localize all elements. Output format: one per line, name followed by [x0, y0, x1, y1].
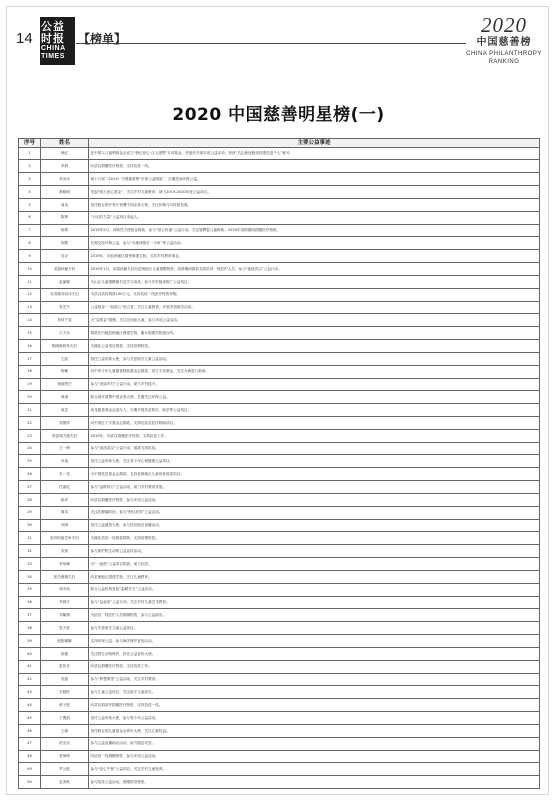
- table-row: [19, 609, 540, 622]
- table-row: [19, 686, 540, 699]
- row-name: 邓紫棋: [41, 609, 89, 622]
- row-desc: 联合国环境署中国亲善大使，长期关注环保公益。: [89, 391, 540, 404]
- row-name: 王凯: [41, 352, 89, 365]
- table-row: [19, 224, 540, 237]
- row-seq: 48: [19, 750, 41, 763]
- row-name: 王源: [41, 724, 89, 737]
- row-desc: 向武汉捐款并捐赠医疗物资，支持抗疫一线。: [89, 699, 540, 712]
- table-row: [19, 506, 540, 519]
- row-desc: 向抗疫一线捐赠物资，参与多项公益活动。: [89, 750, 540, 763]
- row-name: 肖战: [41, 455, 89, 468]
- row-name: 杨紫: [41, 365, 89, 378]
- row-seq: 16: [19, 340, 41, 353]
- row-name: 黄子韬: [41, 699, 89, 712]
- row-seq: 30: [19, 519, 41, 532]
- header-name: 姓名: [41, 139, 89, 148]
- row-seq: 20: [19, 391, 41, 404]
- row-name: 张若昀唐艺昕夫妇: [41, 532, 89, 545]
- row-seq: 6: [19, 211, 41, 224]
- row-seq: 35: [19, 583, 41, 596]
- row-name: 古天乐: [41, 327, 89, 340]
- row-seq: 17: [19, 352, 41, 365]
- row-name: 李冰冰: [41, 173, 89, 186]
- row-seq: 21: [19, 404, 41, 417]
- row-seq: 9: [19, 250, 41, 263]
- row-name: 吴奇隆刘诗诗夫妇: [41, 288, 89, 301]
- row-name: 张杰谢娜夫妇: [41, 570, 89, 583]
- ranking-logo: [465, 14, 543, 80]
- table-row: [19, 737, 540, 750]
- row-name: 孟美岐: [41, 776, 89, 789]
- row-seq: 34: [19, 570, 41, 583]
- row-desc: 参与公益直播助农活动，助力脱贫攻坚。: [89, 737, 540, 750]
- row-name: 黄晓明: [41, 186, 89, 199]
- row-name: 刘涛: [41, 519, 89, 532]
- table-row: [19, 391, 540, 404]
- row-name: 黄渤: [41, 391, 89, 404]
- row-desc: 2019年5月，向嫣然天使基金捐款，参与“爱心传递”公益行动，关注唇腭裂儿童救助；2020年疫情期间捐赠医疗物资。: [89, 224, 540, 237]
- row-name: 陈坤: [41, 211, 89, 224]
- table-row: [19, 750, 540, 763]
- row-name: 欧阳娜娜: [41, 635, 89, 648]
- row-name: 易烊千玺: [41, 314, 89, 327]
- row-desc: 参与“美丽乡村”公益行动，助力乡村振兴。: [89, 378, 540, 391]
- row-name: 朱一龙: [41, 468, 89, 481]
- row-desc: 第十六届（2019）中国慈善榜“年度公益明星”，长期投身环保公益。: [89, 173, 540, 186]
- header-desc: 主要公益事迹: [89, 139, 540, 148]
- table-row: [19, 660, 540, 673]
- table-row: [19, 532, 540, 545]
- table-row: [19, 327, 540, 340]
- row-desc: 发起“明天爱心基金”，关注乡村儿童教育，助力2019-2020年度公益项目。: [89, 186, 540, 199]
- table-row: [19, 570, 540, 583]
- row-name: 胡歌: [41, 237, 89, 250]
- table-row: [19, 647, 540, 660]
- row-desc: 参与“爱心午餐”公益项目，关注乡村儿童营养。: [89, 763, 540, 776]
- row-name: 雷佳音: [41, 660, 89, 673]
- row-desc: 向武汉捐赠医疗物资，支持抗疫工作。: [89, 660, 540, 673]
- row-desc: 参与保护野生动物公益宣传活动。: [89, 545, 540, 558]
- table-row: [19, 519, 540, 532]
- row-desc: 为中国扶贫基金会捐款，支持贫困地区儿童营养改善项目。: [89, 468, 540, 481]
- row-desc: 成龙慈善基金会创办人，长期开展扶贫救灾、助学等公益项目。: [89, 404, 540, 417]
- table-row: [19, 198, 540, 211]
- row-desc: 关注乳腺癌防治，参与“粉红丝带”公益活动。: [89, 506, 540, 519]
- row-seq: 38: [19, 622, 41, 635]
- row-seq: 2: [19, 160, 41, 173]
- row-seq: 24: [19, 442, 41, 455]
- row-name: 杨洋: [41, 493, 89, 506]
- row-seq: 33: [19, 558, 41, 571]
- table-row: [19, 763, 540, 776]
- header-seq: 序号: [19, 139, 41, 148]
- row-seq: 39: [19, 635, 41, 648]
- table-row: [19, 558, 540, 571]
- row-seq: 32: [19, 545, 41, 558]
- row-name: 成龙: [41, 404, 89, 417]
- row-seq: 1: [19, 147, 41, 160]
- row-desc: 为湖北公益项目捐款，支持疫情防控。: [89, 340, 540, 353]
- row-desc: 为抗疫一线医护人员捐赠物资，参与公益演出。: [89, 609, 540, 622]
- row-seq: 25: [19, 455, 41, 468]
- row-seq: 23: [19, 429, 41, 442]
- row-name: 罗云熙: [41, 763, 89, 776]
- row-seq: 18: [19, 365, 41, 378]
- row-name: 赵丽颖: [41, 275, 89, 288]
- row-desc: 向武汉捐赠医疗物资，参与多项公益活动。: [89, 493, 540, 506]
- row-name: 吴磊: [41, 673, 89, 686]
- row-name: 迪丽热巴: [41, 378, 89, 391]
- row-desc: 向中国红十字基金会捐款，支持抗疫及医疗救助项目。: [89, 416, 540, 429]
- row-name: 韩红: [41, 147, 89, 160]
- row-desc: 参与“加油武汉”公益行动，捐款支持抗疫。: [89, 442, 540, 455]
- row-desc: 联合公益机构发起“温暖冬衣”公益活动。: [89, 583, 540, 596]
- row-desc: 担任公益形象大使，参与关爱留守儿童公益活动。: [89, 352, 540, 365]
- row-name: 王俊凯: [41, 712, 89, 725]
- table-row: [19, 275, 540, 288]
- row-seq: 28: [19, 493, 41, 506]
- row-seq: 27: [19, 481, 41, 494]
- table-row: [19, 455, 540, 468]
- row-name: 宋茜: [41, 545, 89, 558]
- table-row: [19, 673, 540, 686]
- row-seq: 43: [19, 686, 41, 699]
- row-seq: 7: [19, 224, 41, 237]
- row-desc: 关注野生动物保护，担任公益宣传大使。: [89, 647, 540, 660]
- ranking-en: CHINA PHILANTHROPY RANKING: [466, 51, 542, 65]
- table-row: [19, 442, 540, 455]
- table-row: [19, 340, 540, 353]
- table-row: [19, 416, 540, 429]
- row-seq: 46: [19, 724, 41, 737]
- row-name: 邓超孙俪夫妇: [41, 263, 89, 276]
- table-row: [19, 493, 540, 506]
- row-name: 蔡徐坤: [41, 750, 89, 763]
- row-name: 刘德华: [41, 416, 89, 429]
- row-seq: 12: [19, 288, 41, 301]
- row-desc: 公益基金“一起爱心”设立者，关注儿童教育，开展多项助学活动。: [89, 301, 540, 314]
- table-row: [19, 404, 540, 417]
- row-seq: 13: [19, 301, 41, 314]
- row-desc: “行走的力量”公益项目发起人。: [89, 211, 540, 224]
- row-seq: 49: [19, 763, 41, 776]
- table-row: [19, 160, 540, 173]
- row-desc: 2019年1月，邓超孙俪夫妇向贫困地区儿童捐赠物资；疫情期间捐款支持抗疫一线医护人员，参与“驰援武汉”公益行动。: [89, 263, 540, 276]
- table-row: [19, 468, 540, 481]
- row-seq: 5: [19, 198, 41, 211]
- row-seq: 44: [19, 699, 41, 712]
- row-seq: 41: [19, 660, 41, 673]
- row-name: 倪妮: [41, 647, 89, 660]
- table-row: [19, 250, 540, 263]
- table-row: [19, 776, 540, 789]
- row-seq: 45: [19, 712, 41, 725]
- row-seq: 47: [19, 737, 41, 750]
- table-header-row: [19, 139, 540, 148]
- header-rule: [76, 43, 466, 44]
- row-desc: 担任公益慈善大使，参与扶贫助农直播活动。: [89, 519, 540, 532]
- row-desc: 担任公益形象大使，参与青少年公益活动。: [89, 712, 540, 725]
- row-desc: 在中国人口福利基金会设立“韩红爱心·百人援鄂”专项基金，并组织开展多项公益活动，荣获“抗击新冠肺炎疫情先进个人”称号。: [89, 147, 540, 160]
- row-name: 王一博: [41, 442, 89, 455]
- table-row: [19, 545, 540, 558]
- row-desc: 向武汉捐赠医疗物资，支持抗疫一线。: [89, 160, 540, 173]
- table-row: [19, 635, 540, 648]
- row-seq: 50: [19, 776, 41, 789]
- table-row: [19, 481, 540, 494]
- row-seq: 4: [19, 186, 41, 199]
- row-name: 陈晓陈妍希夫妇: [41, 340, 89, 353]
- row-seq: 26: [19, 468, 41, 481]
- table-row: [19, 237, 540, 250]
- table-row: [19, 147, 540, 160]
- table-row: [19, 365, 540, 378]
- row-name: 范丞丞: [41, 737, 89, 750]
- row-seq: 22: [19, 416, 41, 429]
- row-name: 关晓彤: [41, 686, 89, 699]
- row-desc: 担任联合国儿童基金会青年大使，关注儿童权益。: [89, 724, 540, 737]
- table-row: [19, 263, 540, 276]
- row-seq: 31: [19, 532, 41, 545]
- table-row: [19, 699, 540, 712]
- row-desc: 支持环保公益，参与海洋保护宣传活动。: [89, 635, 540, 648]
- row-desc: 参与“益路同行”公益活动，助力乡村教育发展。: [89, 481, 540, 494]
- table-body: [19, 147, 540, 788]
- row-name: 张艺兴: [41, 301, 89, 314]
- ranking-year: 2020: [481, 13, 527, 37]
- row-name: 李晨: [41, 160, 89, 173]
- table-row: [19, 288, 540, 301]
- row-name: 吴京: [41, 250, 89, 263]
- row-name: 周迅: [41, 198, 89, 211]
- table-row: [19, 622, 540, 635]
- ranking-cn: 中国慈善榜: [476, 37, 532, 48]
- page-number: 14: [16, 30, 33, 47]
- table-row: [19, 596, 540, 609]
- table-row: [19, 712, 540, 725]
- row-desc: 参与关爱留守儿童公益项目。: [89, 622, 540, 635]
- logo-cn-text: 公益时报: [41, 20, 65, 45]
- newspaper-logo: [40, 17, 75, 65]
- row-desc: 向中华少年儿童慈善救助基金会捐款，设立专项基金，关注大病患儿救助。: [89, 365, 540, 378]
- table-row: [19, 211, 540, 224]
- row-desc: 向贫困地区捐建学校，关注儿童教育。: [89, 570, 540, 583]
- row-name: 周冬雨: [41, 583, 89, 596]
- table-row: [19, 186, 540, 199]
- logo-en-text: CHINA TIMES: [41, 45, 66, 60]
- row-desc: 为“一起捐”公益项目捐款，助力抗疫。: [89, 558, 540, 571]
- row-seq: 3: [19, 173, 41, 186]
- row-name: 郭富城方媛夫妇: [41, 429, 89, 442]
- row-desc: 为“壹基金”捐赠，关注自闭症儿童，参与多项公益活动。: [89, 314, 540, 327]
- row-desc: 参与抗疫公益活动，捐赠防疫物资。: [89, 776, 540, 789]
- row-name: 任嘉伦: [41, 481, 89, 494]
- row-desc: 为武汉抗疫捐款100万元，支持抗疫一线医疗物资采购。: [89, 288, 540, 301]
- row-desc: 参与“梦想课堂”公益活动，关注乡村教育。: [89, 673, 540, 686]
- row-desc: 担任联合国开发计划署中国亲善大使，关注环保与可持续发展。: [89, 198, 540, 211]
- row-seq: 37: [19, 609, 41, 622]
- row-desc: 担任公益形象大使，关注青少年心理健康公益项目。: [89, 455, 540, 468]
- row-desc: 2019年，向贫困地区捐资修建学校，支持乡村教育事业。: [89, 250, 540, 263]
- row-seq: 42: [19, 673, 41, 686]
- row-seq: 15: [19, 327, 41, 340]
- row-desc: 捐资在内地贫困地区修建学校，累计捐建学校超百所。: [89, 327, 540, 340]
- row-desc: 2019年，向武汉捐赠医疗物资，支持抗疫工作。: [89, 429, 540, 442]
- row-seq: 36: [19, 596, 41, 609]
- row-name: 李易峰: [41, 558, 89, 571]
- table-row: [19, 378, 540, 391]
- row-desc: 参与儿童公益项目，关注留守儿童成长。: [89, 686, 540, 699]
- table-row: [19, 724, 540, 737]
- table-row: [19, 173, 540, 186]
- ranking-table: [18, 138, 540, 789]
- row-seq: 11: [19, 275, 41, 288]
- row-desc: 参与“益起来”公益行动，关注乡村儿童艺术教育。: [89, 596, 540, 609]
- table-row: [19, 583, 540, 596]
- row-name: 华晨宇: [41, 596, 89, 609]
- row-desc: 为山区儿童捐赠图书及学习用品，参与乡村阅读推广公益项目。: [89, 275, 540, 288]
- table-row: [19, 314, 540, 327]
- table-row: [19, 352, 540, 365]
- section-tag: 【榜单】: [78, 32, 127, 46]
- table-row: [19, 429, 540, 442]
- row-seq: 10: [19, 263, 41, 276]
- row-seq: 14: [19, 314, 41, 327]
- row-name: 张天爱: [41, 622, 89, 635]
- row-seq: 40: [19, 647, 41, 660]
- row-name: 秦岚: [41, 506, 89, 519]
- page-title: 2020 中国慈善明星榜(一): [172, 105, 385, 125]
- row-desc: 为湖北抗疫一线捐款捐物，支持疫情防控。: [89, 532, 540, 545]
- row-desc: 长期支持环保公益，参与“为地球熄灯一小时”等公益活动。: [89, 237, 540, 250]
- row-name: 杨幂: [41, 224, 89, 237]
- row-seq: 29: [19, 506, 41, 519]
- row-seq: 8: [19, 237, 41, 250]
- row-seq: 19: [19, 378, 41, 391]
- table-row: [19, 301, 540, 314]
